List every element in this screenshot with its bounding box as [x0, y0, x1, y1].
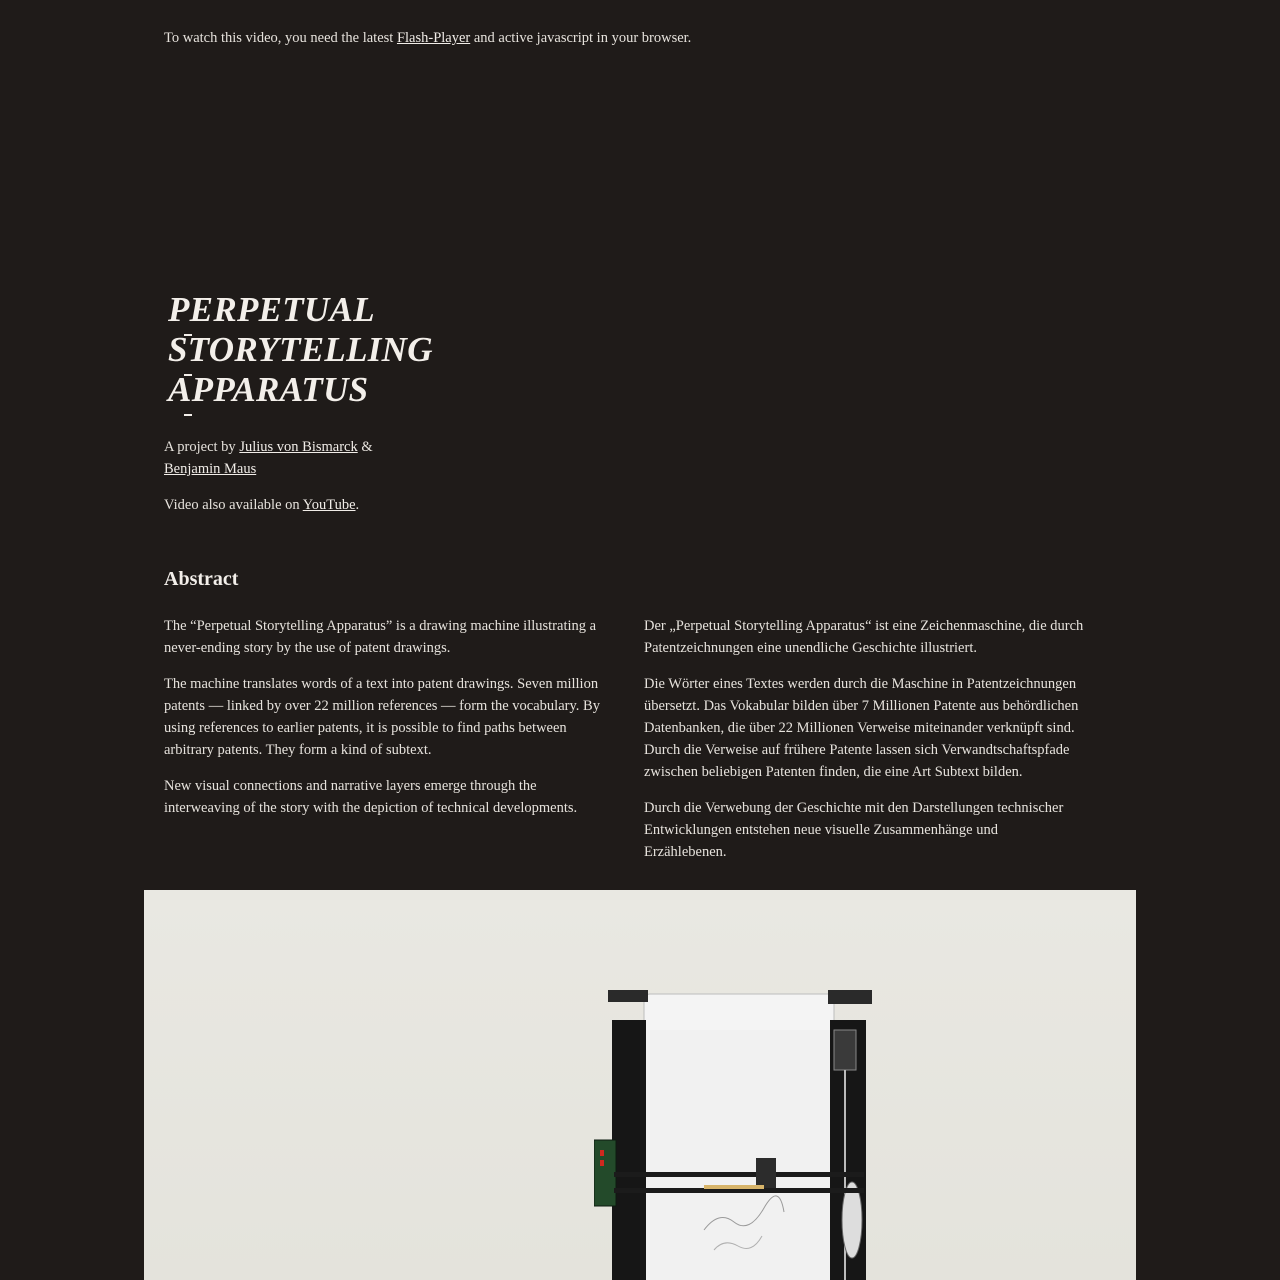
- credits-video: Video also available on YouTube.: [164, 497, 360, 513]
- apparatus-photo: [144, 890, 1136, 1280]
- credits-authors: A project by Julius von Bismarck & Benjamin Maus: [164, 439, 373, 477]
- abstract-en-paragraph: New visual connections and narrative layers emerge through the interweaving of the story with the depiction of technical developments.: [164, 778, 578, 816]
- abstract-de-paragraph: Durch die Verwebung der Geschichte mit den Darstellungen technischer Entwicklungen entstehen neue visuelle Zusammenhänge und Erzählebenen.: [644, 800, 1064, 860]
- flash-notice-text: To watch this video, you need the latest: [164, 30, 397, 46]
- abstract-heading: Abstract: [164, 568, 239, 590]
- youtube-link[interactable]: YouTube: [302, 497, 356, 513]
- abstract-de-paragraph: Die Wörter eines Textes werden durch die Maschine in Patentzeichnungen übersetzt. Das Vokabular bilden über 7 Millionen Patente aus behördlichen Datenbanken, die über 22 Millionen Verweise miteinander verknüpft sind. Durch die Verweise auf frühere Patente lassen sich Verwandtschaftspfade zwischen beliebigen Patenten finden, die eine Art Subtext bilden.: [644, 676, 1079, 780]
- drawing-machine-illustration: [594, 990, 884, 1280]
- flash-notice-text-end: and active javascript in your browser.: [470, 30, 692, 46]
- abstract-german: [644, 615, 1084, 877]
- abstract-en-paragraph: The machine translates words of a text into patent drawings. Seven million patents — linked by over 22 million references — form the vocabulary. By using references to earlier patents, it is possible to find paths between arbitrary patents. They form a kind of subtext.: [164, 676, 600, 758]
- abstract-en-paragraph: The “Perpetual Storytelling Apparatus” is a drawing machine illustrating a never-ending story by the use of patent drawings.: [164, 618, 597, 656]
- title-line-1: PERPETUAL: [168, 290, 433, 330]
- abstract-de-paragraph: Der „Perpetual Storytelling Apparatus“ ist eine Zeichenmaschine, die durch Patentzeichnungen eine unendliche Geschichte illustriert.: [644, 618, 1084, 656]
- flash-notice: [164, 29, 691, 47]
- title-line-3: APPARATUS: [168, 370, 433, 410]
- title-line-2: STORYTELLING: [168, 330, 433, 370]
- project-credits: [164, 436, 394, 516]
- author-link-julius[interactable]: Julius von Bismarck: [239, 439, 358, 455]
- abstract-english: [164, 615, 609, 833]
- flash-player-link[interactable]: Flash-Player: [396, 30, 471, 46]
- page-title: [168, 290, 433, 410]
- author-link-benjamin[interactable]: Benjamin Maus: [164, 461, 257, 477]
